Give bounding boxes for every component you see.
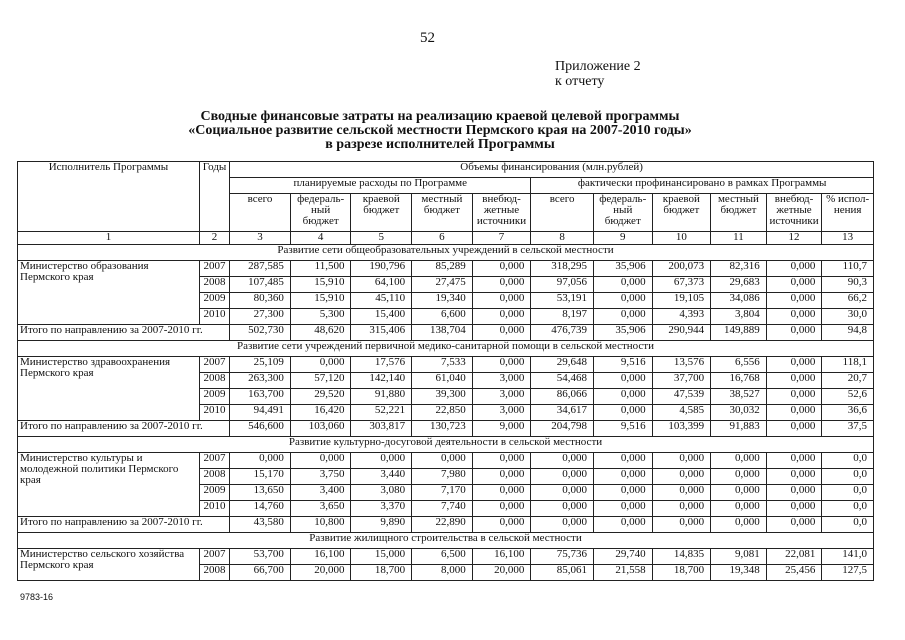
value-cell: 14,835: [652, 549, 711, 565]
value-cell: 11,500: [290, 261, 351, 277]
value-cell: 85,289: [412, 261, 473, 277]
value-cell: 0,000: [652, 501, 711, 517]
value-cell: 0,000: [412, 453, 473, 469]
total-value-cell: 0,000: [711, 517, 767, 533]
year-cell: 2007: [199, 261, 229, 277]
appendix-line-1: Приложение 2: [555, 59, 641, 74]
value-cell: 0,0: [822, 469, 874, 485]
value-cell: 0,0: [822, 501, 874, 517]
total-value-cell: 103,399: [652, 421, 711, 437]
value-cell: 0,000: [593, 293, 652, 309]
section-title: Развитие сети общеобразовательных учреждений в сельской местности: [18, 245, 874, 261]
year-cell: 2008: [199, 469, 229, 485]
value-cell: 0,000: [593, 373, 652, 389]
header-col-execution-percent: % испол-нения: [822, 194, 874, 232]
value-cell: 14,760: [230, 501, 291, 517]
header-row-1: [18, 162, 874, 178]
value-cell: 52,6: [822, 389, 874, 405]
value-cell: 3,750: [290, 469, 351, 485]
header-col-local-planned: местный бюджет: [412, 194, 473, 232]
header-col-extrabudget-planned: внебюд-жетные источники: [472, 194, 531, 232]
executor-cell: Министерство сельского хозяйства Пермского края: [18, 549, 200, 581]
value-cell: 35,906: [593, 261, 652, 277]
value-cell: 61,040: [412, 373, 473, 389]
section-title: Развитие культурно-досуговой деятельности в сельской местности: [18, 437, 874, 453]
col-number: 3: [230, 232, 291, 245]
value-cell: 0,000: [593, 405, 652, 421]
column-numbers-row: [18, 232, 874, 245]
value-cell: 0,000: [766, 469, 822, 485]
value-cell: 16,420: [290, 405, 351, 421]
total-value-cell: 502,730: [230, 325, 291, 341]
value-cell: 13,650: [230, 485, 291, 501]
value-cell: 107,485: [230, 277, 291, 293]
col-number: 9: [593, 232, 652, 245]
total-label: Итого по направлению за 2007-2010 гг.: [18, 421, 230, 437]
value-cell: 0,000: [472, 453, 531, 469]
header-actual: фактически профинансировано в рамках Программы: [531, 178, 874, 194]
value-cell: 15,170: [230, 469, 291, 485]
year-cell: 2010: [199, 501, 229, 517]
header-volumes: Объемы финансирования (млн.рублей): [230, 162, 874, 178]
value-cell: 25,456: [766, 565, 822, 581]
total-value-cell: 22,890: [412, 517, 473, 533]
total-value-cell: 315,406: [351, 325, 412, 341]
value-cell: 0,000: [593, 501, 652, 517]
value-cell: 3,000: [472, 405, 531, 421]
value-cell: 20,000: [472, 565, 531, 581]
value-cell: 0,000: [593, 309, 652, 325]
executor-cell: Министерство здравоохранения Пермского края: [18, 357, 200, 421]
value-cell: 19,340: [412, 293, 473, 309]
value-cell: 6,500: [412, 549, 473, 565]
section-title-row: [18, 437, 874, 453]
total-value-cell: 35,906: [593, 325, 652, 341]
total-value-cell: 303,817: [351, 421, 412, 437]
value-cell: 3,080: [351, 485, 412, 501]
value-cell: 0,000: [652, 453, 711, 469]
total-value-cell: 0,000: [766, 325, 822, 341]
value-cell: 16,100: [472, 549, 531, 565]
col-number: 5: [351, 232, 412, 245]
col-number: 6: [412, 232, 473, 245]
value-cell: 0,000: [766, 389, 822, 405]
value-cell: 0,000: [472, 309, 531, 325]
value-cell: 38,527: [711, 389, 767, 405]
value-cell: 6,600: [412, 309, 473, 325]
value-cell: 0,000: [472, 293, 531, 309]
title-line-2: «Социальное развитие сельской местности Пермского края на 2007-2010 годы»: [188, 123, 692, 138]
total-value-cell: 9,890: [351, 517, 412, 533]
value-cell: 318,295: [531, 261, 594, 277]
value-cell: 0,000: [290, 357, 351, 373]
value-cell: 53,700: [230, 549, 291, 565]
year-cell: 2008: [199, 277, 229, 293]
value-cell: 7,170: [412, 485, 473, 501]
col-number: 13: [822, 232, 874, 245]
title-line-3: в разрезе исполнителей Программы: [325, 137, 555, 152]
header-col-total-planned: всего: [230, 194, 291, 232]
value-cell: 287,585: [230, 261, 291, 277]
value-cell: 53,191: [531, 293, 594, 309]
year-cell: 2009: [199, 293, 229, 309]
value-cell: 30,0: [822, 309, 874, 325]
header-planned: планируемые расходы по Программе: [230, 178, 531, 194]
value-cell: 118,1: [822, 357, 874, 373]
total-value-cell: 0,000: [766, 517, 822, 533]
section-title-row: [18, 245, 874, 261]
value-cell: 0,000: [652, 485, 711, 501]
header-col-regional-planned: краевой бюджет: [351, 194, 412, 232]
value-cell: 0,000: [766, 373, 822, 389]
value-cell: 20,000: [290, 565, 351, 581]
executor-cell: Министерство культуры и молодежной политики Пермского края: [18, 453, 200, 517]
total-value-cell: 48,620: [290, 325, 351, 341]
value-cell: 8,000: [412, 565, 473, 581]
value-cell: 18,700: [351, 565, 412, 581]
value-cell: 15,400: [351, 309, 412, 325]
title-line-1: Сводные финансовые затраты на реализацию краевой целевой программы: [200, 109, 680, 124]
value-cell: 15,910: [290, 293, 351, 309]
value-cell: 0,000: [766, 277, 822, 293]
value-cell: 86,066: [531, 389, 594, 405]
header-col-extrabudget-actual: внебюд-жетные источники: [766, 194, 822, 232]
value-cell: 34,617: [531, 405, 594, 421]
value-cell: 29,520: [290, 389, 351, 405]
section-title-row: [18, 533, 874, 549]
value-cell: 45,110: [351, 293, 412, 309]
value-cell: 3,000: [472, 373, 531, 389]
value-cell: 0,000: [711, 469, 767, 485]
value-cell: 75,736: [531, 549, 594, 565]
value-cell: 0,000: [531, 485, 594, 501]
header-col-regional-actual: краевой бюджет: [652, 194, 711, 232]
value-cell: 3,000: [472, 389, 531, 405]
value-cell: 0,000: [472, 469, 531, 485]
value-cell: 47,539: [652, 389, 711, 405]
value-cell: 110,7: [822, 261, 874, 277]
total-value-cell: 0,000: [652, 517, 711, 533]
table-row: [18, 357, 874, 373]
value-cell: 0,000: [593, 485, 652, 501]
value-cell: 29,740: [593, 549, 652, 565]
value-cell: 0,000: [472, 357, 531, 373]
header-col-federal-planned: федераль-ный бюджет: [290, 194, 351, 232]
col-number: 11: [711, 232, 767, 245]
value-cell: 0,000: [531, 501, 594, 517]
value-cell: 263,300: [230, 373, 291, 389]
year-cell: 2007: [199, 549, 229, 565]
value-cell: 20,7: [822, 373, 874, 389]
value-cell: 0,000: [766, 405, 822, 421]
col-number: 8: [531, 232, 594, 245]
total-label: Итого по направлению за 2007-2010 гг.: [18, 517, 230, 533]
value-cell: 21,558: [593, 565, 652, 581]
total-value-cell: 0,000: [472, 517, 531, 533]
header-col-local-actual: местный бюджет: [711, 194, 767, 232]
value-cell: 0,000: [472, 501, 531, 517]
year-cell: 2007: [199, 453, 229, 469]
value-cell: 16,768: [711, 373, 767, 389]
value-cell: 17,576: [351, 357, 412, 373]
value-cell: 94,491: [230, 405, 291, 421]
total-value-cell: 546,600: [230, 421, 291, 437]
value-cell: 34,086: [711, 293, 767, 309]
value-cell: 0,000: [472, 261, 531, 277]
year-cell: 2009: [199, 485, 229, 501]
value-cell: 97,056: [531, 277, 594, 293]
col-number: 4: [290, 232, 351, 245]
header-years: Годы: [199, 162, 229, 232]
value-cell: 0,000: [766, 357, 822, 373]
value-cell: 0,000: [290, 453, 351, 469]
value-cell: 7,740: [412, 501, 473, 517]
value-cell: 29,648: [531, 357, 594, 373]
value-cell: 0,000: [766, 501, 822, 517]
value-cell: 3,440: [351, 469, 412, 485]
total-value-cell: 10,800: [290, 517, 351, 533]
appendix-line-2: к отчету: [555, 74, 605, 89]
total-value-cell: 0,000: [531, 517, 594, 533]
value-cell: 0,000: [711, 485, 767, 501]
value-cell: 15,000: [351, 549, 412, 565]
value-cell: 19,348: [711, 565, 767, 581]
col-number: 7: [472, 232, 531, 245]
value-cell: 3,370: [351, 501, 412, 517]
value-cell: 30,032: [711, 405, 767, 421]
value-cell: 13,576: [652, 357, 711, 373]
appendix-label: [555, 59, 641, 89]
value-cell: 64,100: [351, 277, 412, 293]
value-cell: 0,000: [593, 277, 652, 293]
value-cell: 19,105: [652, 293, 711, 309]
section-title: Развитие сети учреждений первичной медико-санитарной помощи в сельской местности: [18, 341, 874, 357]
value-cell: 25,109: [230, 357, 291, 373]
value-cell: 0,000: [652, 469, 711, 485]
total-value-cell: 204,798: [531, 421, 594, 437]
section-title: Развитие жилищного строительства в сельской местности: [18, 533, 874, 549]
col-number: 12: [766, 232, 822, 245]
total-value-cell: 37,5: [822, 421, 874, 437]
table-row: [18, 549, 874, 565]
total-value-cell: 94,8: [822, 325, 874, 341]
document-title: [100, 110, 780, 152]
value-cell: 4,585: [652, 405, 711, 421]
value-cell: 0,000: [711, 501, 767, 517]
total-value-cell: 476,739: [531, 325, 594, 341]
value-cell: 16,100: [290, 549, 351, 565]
table-row: [18, 261, 874, 277]
header-col-total-actual: всего: [531, 194, 594, 232]
value-cell: 0,000: [766, 453, 822, 469]
value-cell: 27,300: [230, 309, 291, 325]
value-cell: 7,533: [412, 357, 473, 373]
col-number: 10: [652, 232, 711, 245]
total-row: [18, 517, 874, 533]
col-number: 1: [18, 232, 200, 245]
total-value-cell: 9,516: [593, 421, 652, 437]
year-cell: 2010: [199, 405, 229, 421]
financing-table: [17, 161, 874, 581]
value-cell: 0,000: [230, 453, 291, 469]
value-cell: 85,061: [531, 565, 594, 581]
value-cell: 0,000: [766, 261, 822, 277]
value-cell: 0,000: [711, 453, 767, 469]
value-cell: 0,000: [531, 469, 594, 485]
header-executor: Исполнитель Программы: [18, 162, 200, 232]
value-cell: 36,6: [822, 405, 874, 421]
value-cell: 27,475: [412, 277, 473, 293]
value-cell: 39,300: [412, 389, 473, 405]
value-cell: 37,700: [652, 373, 711, 389]
year-cell: 2009: [199, 389, 229, 405]
section-title-row: [18, 341, 874, 357]
value-cell: 0,000: [472, 485, 531, 501]
value-cell: 190,796: [351, 261, 412, 277]
col-number: 2: [199, 232, 229, 245]
value-cell: 80,360: [230, 293, 291, 309]
value-cell: 0,000: [766, 293, 822, 309]
value-cell: 22,081: [766, 549, 822, 565]
total-value-cell: 138,704: [412, 325, 473, 341]
value-cell: 3,650: [290, 501, 351, 517]
total-value-cell: 0,000: [472, 325, 531, 341]
value-cell: 91,880: [351, 389, 412, 405]
value-cell: 9,516: [593, 357, 652, 373]
value-cell: 0,000: [531, 453, 594, 469]
value-cell: 8,197: [531, 309, 594, 325]
total-label: Итого по направлению за 2007-2010 гг.: [18, 325, 230, 341]
total-value-cell: 103,060: [290, 421, 351, 437]
value-cell: 6,556: [711, 357, 767, 373]
total-value-cell: 149,889: [711, 325, 767, 341]
value-cell: 15,910: [290, 277, 351, 293]
total-value-cell: 130,723: [412, 421, 473, 437]
value-cell: 0,000: [351, 453, 412, 469]
value-cell: 5,300: [290, 309, 351, 325]
document-code: 9783-16: [20, 592, 54, 602]
value-cell: 3,804: [711, 309, 767, 325]
value-cell: 0,000: [593, 389, 652, 405]
value-cell: 0,000: [593, 453, 652, 469]
year-cell: 2010: [199, 309, 229, 325]
total-row: [18, 325, 874, 341]
total-row: [18, 421, 874, 437]
value-cell: 52,221: [351, 405, 412, 421]
value-cell: 0,0: [822, 453, 874, 469]
year-cell: 2007: [199, 357, 229, 373]
value-cell: 163,700: [230, 389, 291, 405]
value-cell: 54,468: [531, 373, 594, 389]
value-cell: 82,316: [711, 261, 767, 277]
value-cell: 141,0: [822, 549, 874, 565]
total-value-cell: 0,000: [593, 517, 652, 533]
value-cell: 66,700: [230, 565, 291, 581]
value-cell: 127,5: [822, 565, 874, 581]
value-cell: 200,073: [652, 261, 711, 277]
year-cell: 2008: [199, 565, 229, 581]
value-cell: 0,000: [766, 309, 822, 325]
total-value-cell: 91,883: [711, 421, 767, 437]
value-cell: 0,0: [822, 485, 874, 501]
value-cell: 0,000: [766, 485, 822, 501]
value-cell: 66,2: [822, 293, 874, 309]
total-value-cell: 0,0: [822, 517, 874, 533]
total-value-cell: 290,944: [652, 325, 711, 341]
value-cell: 142,140: [351, 373, 412, 389]
executor-cell: Министерство образования Пермского края: [18, 261, 200, 325]
year-cell: 2008: [199, 373, 229, 389]
total-value-cell: 43,580: [230, 517, 291, 533]
value-cell: 29,683: [711, 277, 767, 293]
value-cell: 0,000: [472, 277, 531, 293]
value-cell: 57,120: [290, 373, 351, 389]
value-cell: 22,850: [412, 405, 473, 421]
total-value-cell: 0,000: [766, 421, 822, 437]
total-value-cell: 9,000: [472, 421, 531, 437]
value-cell: 90,3: [822, 277, 874, 293]
value-cell: 4,393: [652, 309, 711, 325]
value-cell: 9,081: [711, 549, 767, 565]
value-cell: 18,700: [652, 565, 711, 581]
value-cell: 7,980: [412, 469, 473, 485]
page-number: 52: [420, 30, 435, 46]
value-cell: 67,373: [652, 277, 711, 293]
value-cell: 0,000: [593, 469, 652, 485]
table-row: [18, 453, 874, 469]
value-cell: 3,400: [290, 485, 351, 501]
header-col-federal-actual: федераль-ный бюджет: [593, 194, 652, 232]
